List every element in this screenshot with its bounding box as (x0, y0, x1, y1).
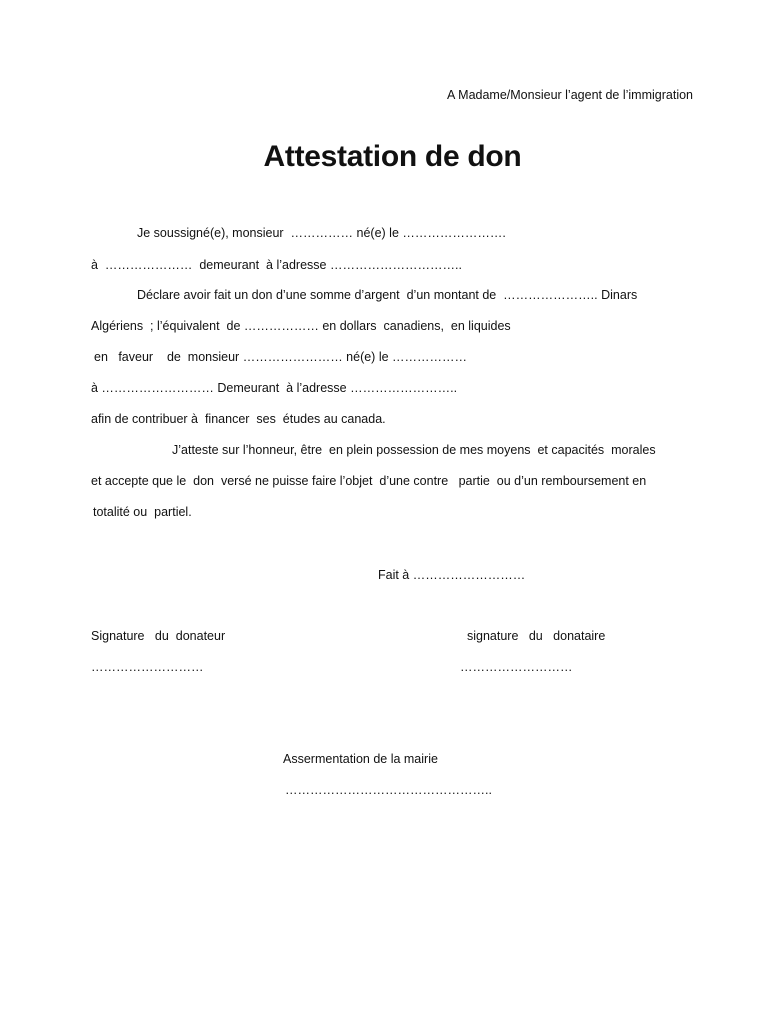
signature-donataire-dots: ……………………… (460, 660, 573, 674)
addressee-line: A Madame/Monsieur l’agent de l’immigration (447, 88, 693, 102)
signature-donataire-label: signature du donataire (467, 629, 606, 643)
signature-donateur-label: Signature du donateur (91, 629, 226, 643)
body-line-2: à ………………… demeurant à l’adresse ………………………….. (91, 258, 466, 272)
body-line-6: à ……………………… Demeurant à l’adresse …………………….. (91, 381, 458, 395)
fait-a-line: Fait à ……………………… (378, 568, 526, 582)
assermentation-dots: ………………………………………….. (285, 783, 492, 797)
body-line-9: et accepte que le don versé ne puisse faire l’objet d’une contre partie ou d’un remboursement en (91, 474, 647, 488)
body-line-7: afin de contribuer à financer ses études au canada. (91, 412, 386, 426)
assermentation-label: Assermentation de la mairie (283, 752, 438, 766)
document-title: Attestation de don (263, 140, 522, 173)
body-line-8: J’atteste sur l’honneur, être en plein possession de mes moyens et capacités morales (172, 443, 656, 457)
body-line-3: Déclare avoir fait un don d’une somme d’argent d’un montant de ………………….. Dinars (137, 288, 638, 302)
body-line-1: Je soussigné(e), monsieur …………… né(e) le ……………………. (137, 226, 506, 240)
signature-donateur-dots: ……………………… (91, 660, 204, 674)
body-line-5: en faveur de monsieur …………………… né(e) le ……………… (94, 350, 468, 364)
body-line-10: totalité ou partiel. (93, 505, 192, 519)
body-line-4: Algériens ; l’équivalent de ……………… en dollars canadiens, en liquides (91, 319, 511, 333)
